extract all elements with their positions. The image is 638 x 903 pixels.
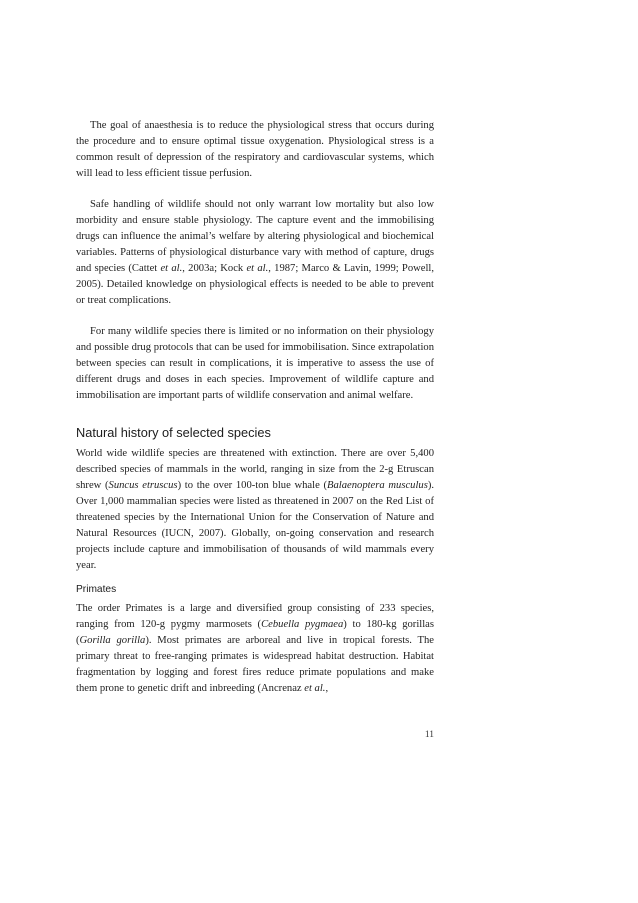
text-run: Safe handling of wildlife should not only warrant low mortality but also low morbidity and ensure stable physiology. The capture event and the immobilising drugs can influence the animal’s welfare by altering physiological and biochemical variables. Patterns of physiological disturbance vary with method of capture, drugs and species (Cattet	[76, 199, 434, 274]
text-run: ) to 180-kg gorillas (	[76, 619, 434, 646]
subsection-heading-primates: Primates	[76, 584, 117, 595]
paragraph-natural-history	[76, 446, 434, 574]
text-run: , 2003a; Kock	[182, 263, 247, 274]
text-run: ,	[325, 683, 329, 694]
section-heading-natural-history: Natural history of selected species	[76, 425, 271, 440]
paragraph-primates	[76, 601, 434, 697]
italic-et-al: et al.	[304, 683, 326, 694]
text-run: , 1987; Marco & Lavin, 1999; Powell, 2005). Detailed knowledge on physiological effects is needed to be able to prevent or treat complications.	[76, 263, 435, 306]
species-name: Balaenoptera musculus	[327, 480, 428, 491]
text-run: ). Over 1,000 mammalian species were listed as threatened in 2007 on the Red List of threatened species by the International Union for the Conservation of Nature and Natural Resources (IUCN, 2007). Globally, on-going conservation and research projects include capture and immobilisation of thousands of wild mammals every year.	[76, 480, 434, 571]
paragraph-safe-handling	[76, 197, 434, 309]
species-name: Cebuella pygmaea	[261, 619, 344, 630]
page-number: 11	[424, 730, 434, 740]
text-run: ). Most primates are arboreal and live in tropical forests. The primary threat to free-ranging primates is widespread habitat destruction. Habitat fragmentation by logging and forest fires reduce primate populations and make them prone to genetic drift and inbreeding (Ancrenaz	[76, 635, 434, 694]
text-run: ) to the over 100-ton blue whale (	[177, 480, 328, 491]
italic-et-al: et al.	[160, 263, 183, 274]
text-run: The order Primates is a large and diversified group consisting of 233 species, ranging from 120-g pygmy marmosets (	[76, 603, 434, 630]
italic-et-al: et al.	[246, 263, 269, 274]
species-name: Gorilla gorilla	[79, 635, 146, 646]
page-body	[76, 118, 434, 697]
paragraph-limited-information: For many wildlife species there is limited or no information on their physiology and possible drug protocols that can be used for immobilisation. Since extrapolation between species can result in complications, it is imperative to assess the use of different drugs and doses in each species. Improvement of wildlife capture and immobilisation are important parts of wildlife conservation and animal welfare.	[76, 326, 434, 401]
text-run: World wide wildlife species are threatened with extinction. There are over 5,400 described species of mammals in the world, ranging in size from the 2-g Etruscan shrew (	[76, 448, 434, 491]
species-name: Suncus etruscus	[108, 480, 178, 491]
paragraph-anaesthesia-goal: The goal of anaesthesia is to reduce the physiological stress that occurs during the procedure and to ensure optimal tissue oxygenation. Physiological stress is a common result of depression of the respiratory and cardiovascular systems, which will lead to less efficient tissue perfusion.	[76, 120, 434, 179]
